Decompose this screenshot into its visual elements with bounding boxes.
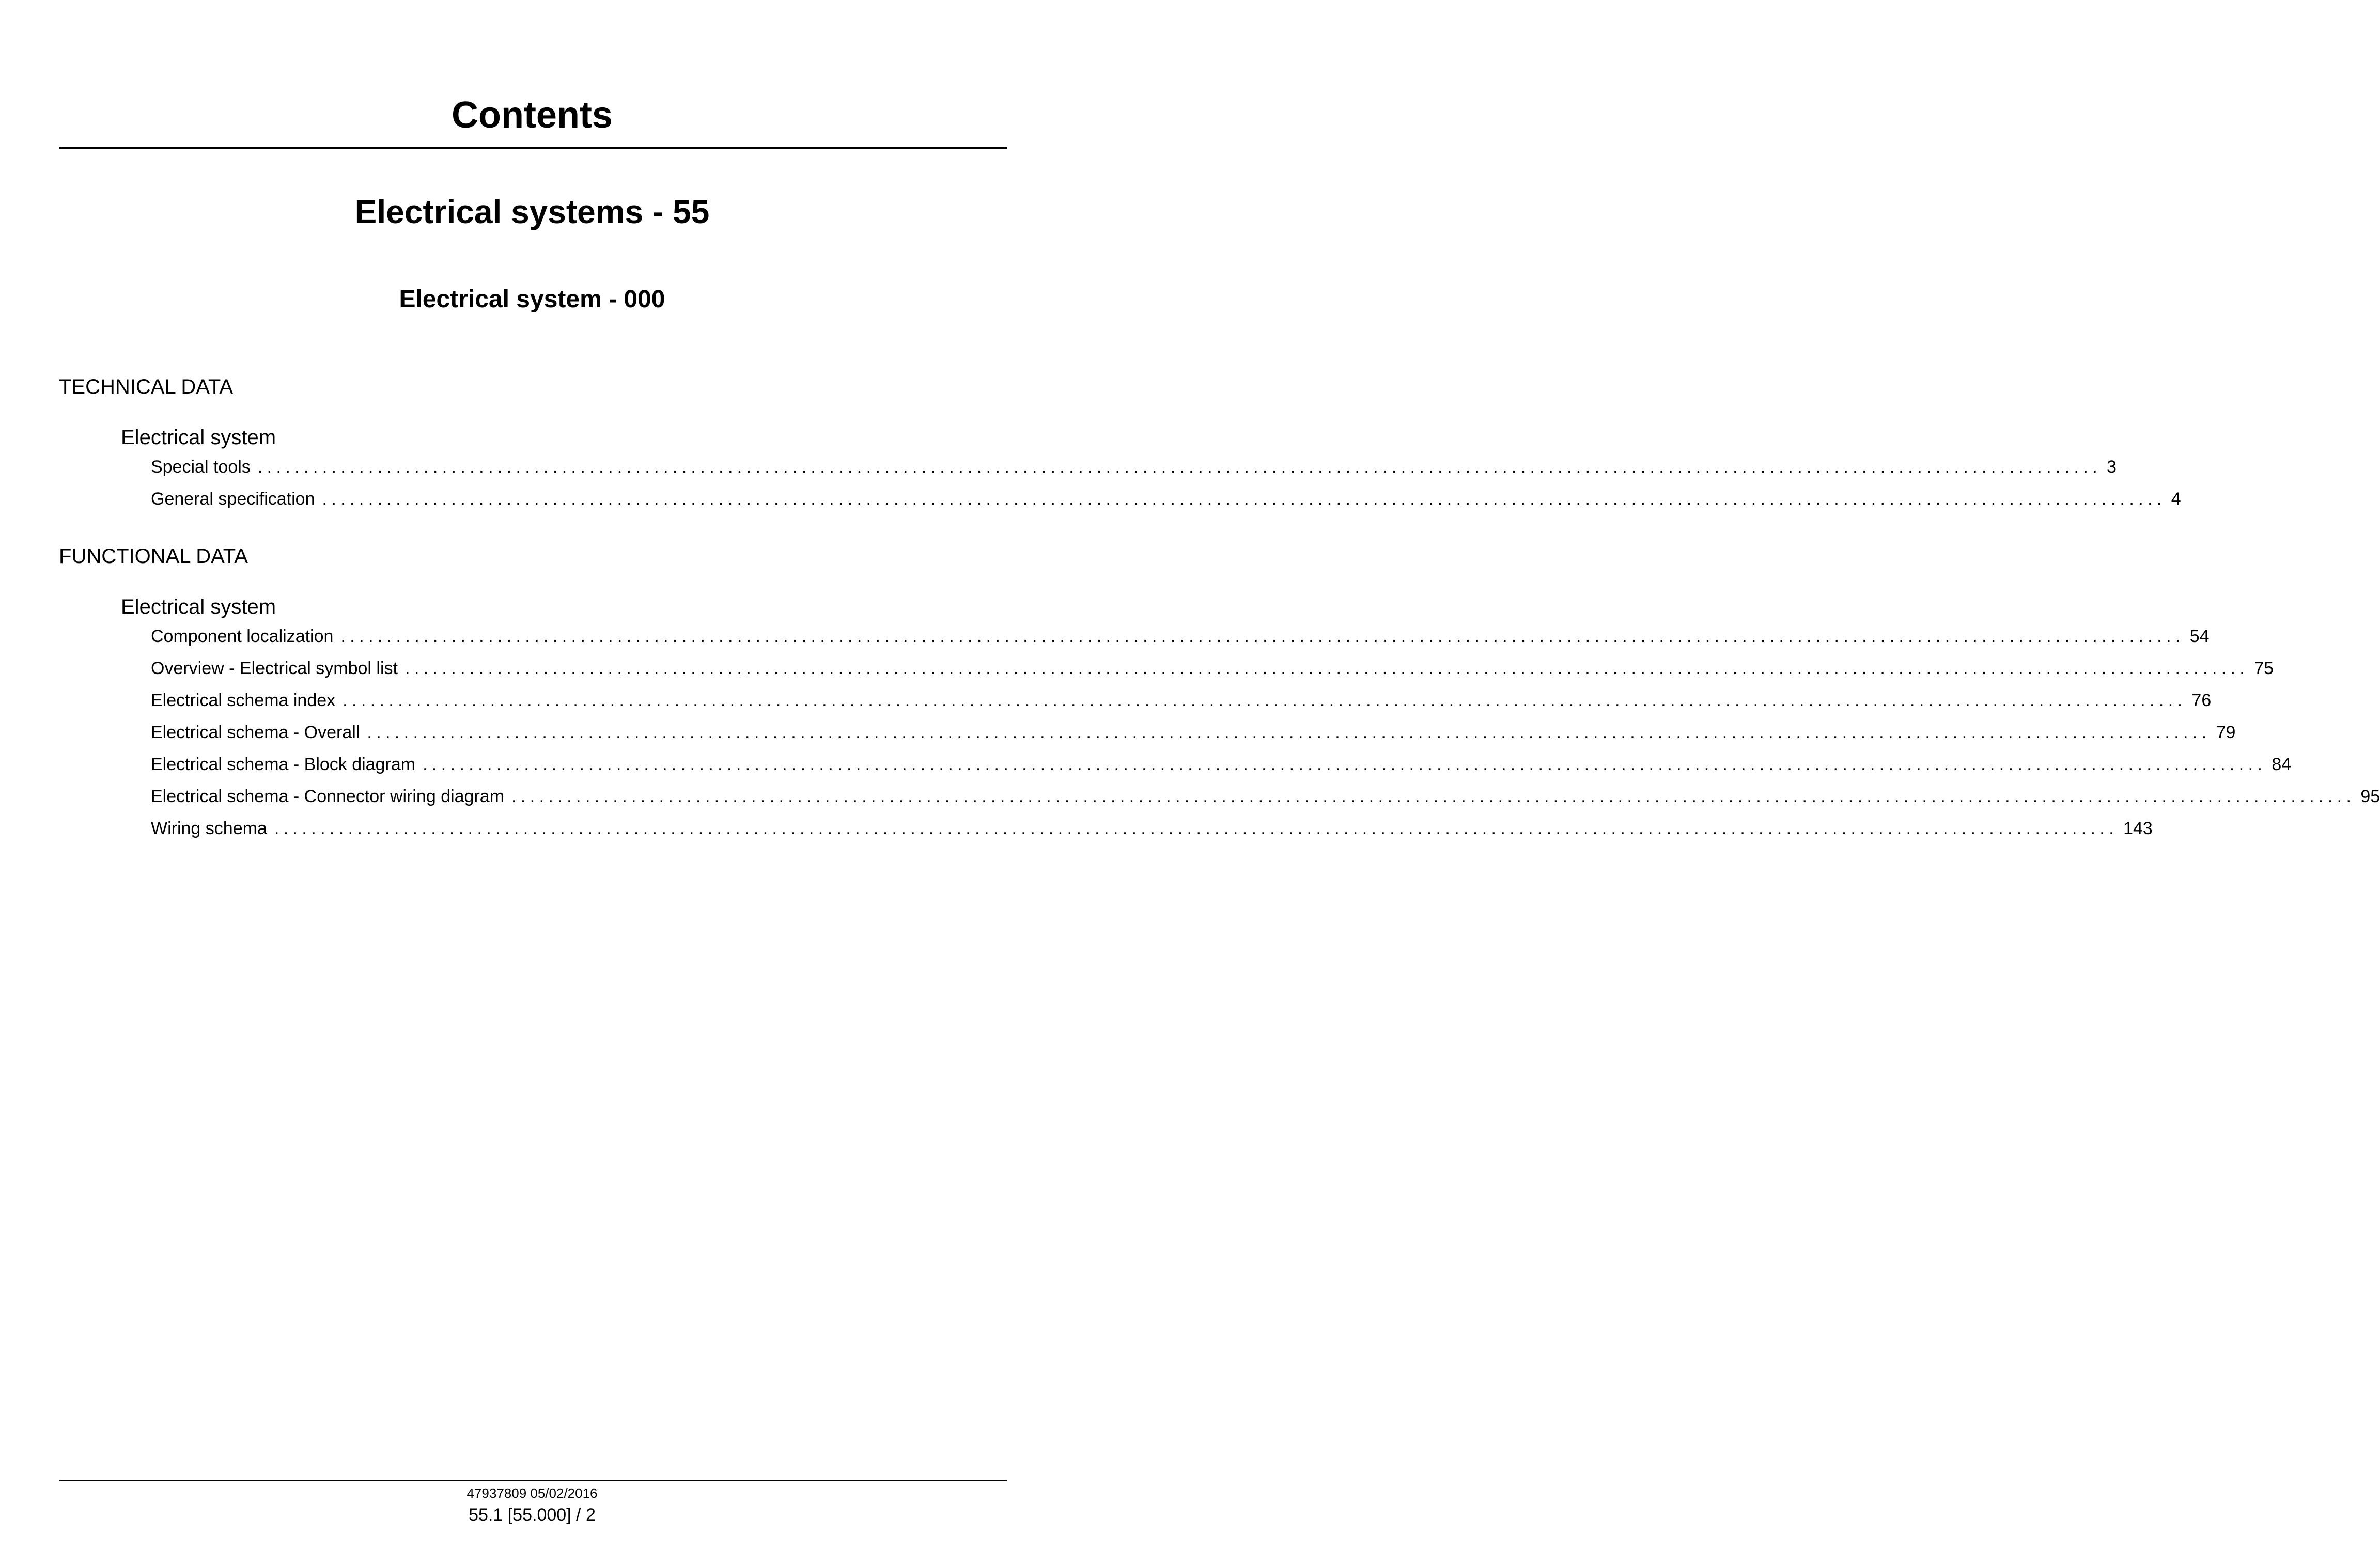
group-heading-technical-data: TECHNICAL DATA: [59, 375, 234, 398]
subgroup-heading-electrical-system: Electrical system: [121, 426, 276, 449]
chapter-title: Electrical systems - 55: [354, 193, 710, 230]
dot-leader: ........................................................................................................................................................................................................: [511, 787, 2356, 806]
toc-entry-page-number[interactable]: 75: [2254, 659, 2274, 678]
footer-rule: [59, 1480, 1007, 1481]
footer-document-code: 47937809 05/02/2016: [466, 1485, 598, 1501]
dot-leader: ........................................................................................................................................................................................................: [343, 691, 2187, 710]
subgroup-heading-electrical-system: Electrical system: [121, 596, 276, 618]
toc-entry[interactable]: [151, 658, 2274, 690]
dot-leader: ........................................................................................................................................................................................................: [367, 723, 2211, 742]
toc-entry-page-number[interactable]: 143: [2123, 819, 2153, 838]
dot-leader: ........................................................................................................................................................................................................: [405, 659, 2249, 678]
toc-entry[interactable]: [151, 786, 2380, 818]
toc-entry[interactable]: [151, 818, 2153, 850]
toc-entry[interactable]: [151, 722, 2236, 754]
toc-entry-title[interactable]: General specification: [151, 489, 315, 509]
group-heading-functional-data: FUNCTIONAL DATA: [59, 545, 248, 568]
toc-entry-title[interactable]: Electrical schema index: [151, 691, 336, 710]
toc-list-technical-data: [151, 457, 2181, 521]
section-title: Electrical system - 000: [399, 286, 665, 313]
dot-leader: ........................................................................................................................................................................................................: [322, 489, 2166, 509]
toc-entry-title[interactable]: Electrical schema - Block diagram: [151, 755, 416, 774]
toc-entry[interactable]: [151, 626, 2210, 658]
toc-entry-title[interactable]: Electrical schema - Connector wiring diagram: [151, 787, 505, 806]
toc-entry-page-number[interactable]: 4: [2171, 489, 2181, 509]
footer-page-reference: 55.1 [55.000] / 2: [469, 1505, 596, 1525]
toc-entry[interactable]: [151, 690, 2212, 722]
toc-entry-page-number[interactable]: 84: [2272, 755, 2292, 774]
dot-leader: ........................................................................................................................................................................................................: [423, 755, 2267, 774]
header-rule: [59, 147, 1007, 149]
toc-entry-page-number[interactable]: 3: [2107, 457, 2117, 477]
dot-leader: ........................................................................................................................................................................................................: [274, 819, 2119, 838]
toc-entry-title[interactable]: Wiring schema: [151, 819, 267, 838]
dot-leader: ........................................................................................................................................................................................................: [257, 457, 2102, 477]
toc-list-functional-data: [151, 626, 2380, 850]
toc-entry-page-number[interactable]: 95: [2360, 787, 2380, 806]
toc-entry-title[interactable]: Special tools: [151, 457, 251, 477]
toc-entry-title[interactable]: Component localization: [151, 627, 334, 646]
toc-entry[interactable]: [151, 457, 2117, 489]
toc-entry-title[interactable]: Electrical schema - Overall: [151, 723, 360, 742]
dot-leader: ........................................................................................................................................................................................................: [340, 627, 2185, 646]
toc-entry[interactable]: [151, 754, 2292, 786]
toc-entry-title[interactable]: Overview - Electrical symbol list: [151, 659, 398, 678]
toc-entry-page-number[interactable]: 79: [2216, 723, 2236, 742]
toc-entry[interactable]: [151, 489, 2181, 521]
toc-entry-page-number[interactable]: 76: [2191, 691, 2212, 710]
page-title: Contents: [452, 95, 613, 136]
toc-entry-page-number[interactable]: 54: [2189, 627, 2210, 646]
